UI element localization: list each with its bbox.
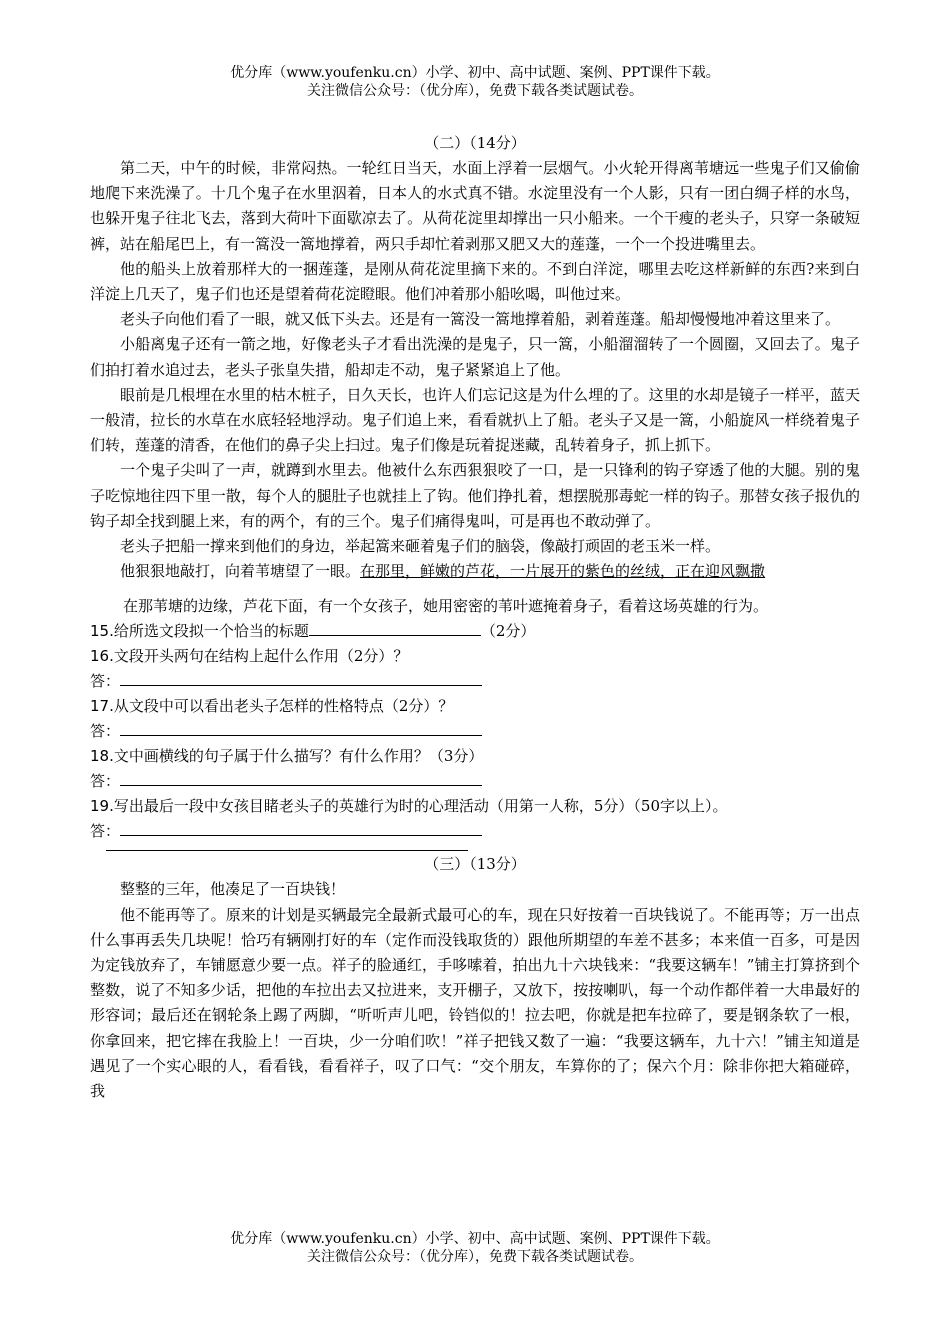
answer-line-extra[interactable] (106, 844, 468, 851)
section-2-paragraph: 老头子把船一撑来到他们的身边，举起篙来砸着鬼子们的脑袋，像敲打顽固的老玉米一样。 (120, 537, 721, 556)
page-footer (0, 1230, 950, 1266)
question-17 (90, 694, 860, 719)
answer-label: 答： (90, 772, 121, 791)
question-text: 从文段中可以看出老头子怎样的性格特点（2分）？ (113, 697, 454, 716)
question-text: 给所选文段拟一个恰当的标题 (113, 622, 309, 641)
header-line-2: 关注微信公众号：（优分库），免费下载各类试题试卷。 (307, 83, 643, 99)
question-text: 文中画横线的句子属于什么描写？有什么作用？（3分） (113, 747, 484, 766)
question-15 (90, 619, 860, 644)
section-3-title: （三）（13分） (424, 855, 526, 874)
section-2-paragraph: 第二天，中午的时候，非常闷热。一轮红日当天，水面上浮着一层烟气。小火轮开得离苇塘远一些鬼子们又偷偷地爬下来洗澡了。十几个鬼子在水里泅着，日本人的水式真不错。水淀里没有一个人影，只有一团白绸子样的水鸟，也躲开鬼子往北飞去，落到大荷叶下面歇凉去了。从荷花淀里却撑出一只小船来。一个干瘦的老头子，只穿一条破短裤，站在船尾巴上，有一篙没一篙地撑着，两只手却忙着剥那又肥又大的莲蓬，一个一个投进嘴里去。 (90, 159, 860, 253)
section-2-paragraph: 眼前是几根埋在水里的枯木桩子，日久天长，也许人们忘记这是为什么埋的了。这里的水却是镜子一样平，蓝天一般清，拉长的水草在水底轻轻地浮动。鬼子们追上来，看看就扒上了船。老头子又是一篙，小船旋风一样绕着鬼子们转，莲蓬的清香，在他们的鼻子尖上扫过。鬼子们像是玩着捉迷藏，乱转着身子，抓上抓下。 (90, 385, 860, 455)
section-2-paragraph: 老头子向他们看了一眼，就又低下头去。还是有一篙没一篙地撑着船，剥着莲蓬。船却慢慢地冲着这里来了。 (120, 310, 841, 329)
answer-17 (90, 719, 860, 744)
section-2-last-paragraph (90, 559, 860, 584)
answer-label: 答： (90, 722, 121, 741)
question-number: 16. (90, 647, 114, 666)
answer-line[interactable] (120, 671, 482, 686)
question-number: 17. (90, 697, 114, 716)
answer-18 (90, 769, 860, 794)
footer-line-1: 优分库（www.youfenku.cn）小学、初中、高中试题、案例、PPT课件下载。 (230, 1231, 720, 1247)
answer-label: 答： (90, 822, 121, 841)
last-paragraph-text: 他狠狠地敲打，向着苇塘望了一眼。 (120, 562, 361, 581)
question-score: （2分） (480, 622, 536, 641)
main-content (90, 130, 860, 1104)
question-number: 18. (90, 747, 114, 766)
question-text: 文段开头两句在结构上起什么作用（2分）？ (113, 647, 409, 666)
section-2-paragraph: 一个鬼子尖叫了一声，就蹲到水里去。他被什么东西狠狠咬了一口，是一只锋利的钩子穿透了他的大腿。别的鬼子吃惊地往四下里一散，每个人的腿肚子也就挂上了钩。他们挣扎着，想摆脱那毒蛇一样的钩子。那替女孩子报仇的钩子却全找到腿上来，有的两个，有的三个。鬼子们痛得鬼叫，可是再也不敢动弹了。 (90, 461, 860, 530)
question-18 (90, 744, 860, 769)
footer-line-2: 关注微信公众号：（优分库），免费下载各类试题试卷。 (307, 1249, 643, 1265)
answer-16 (90, 669, 860, 694)
section-3-paragraph: 整整的三年，他凑足了一百块钱！ (120, 880, 346, 899)
question-16 (90, 644, 860, 669)
section-3-paragraph: 他不能再等了。原来的计划是买辆最完全最新式最可心的车，现在只好按着一百块钱说了。不能再等；万一出点什么事再丢失几块呢！恰巧有辆刚打好的车（定作而没钱取货的）跟他所期望的车差不甚多；本来值一百多，可是因为定钱放弃了，车铺愿意少要一点。祥子的脸通红，手哆嗦着，拍出九十六块钱来：“我要这辆车！”铺主打算挤到个整数，说了不知多少话，把他的车拉出去又拉进来，支开棚子，又放下，按按喇叭，每一个动作都伴着一大串最好的形容词；最后还在钢轮条上踢了两脚，“听听声儿吧，铃铛似的！拉去吧，你就是把车拉碎了，要是钢条软了一根，你拿回来，把它摔在我脸上！一百块，少一分咱们吹！”祥子把钱又数了一遍：“我要这辆车，九十六！”铺主知道是遇见了一个实心眼的人，看看钱，看看祥子，叹了口气：“交个朋友，车算你的了；保六个月：除非你把大箱碰碎，我 (90, 905, 860, 1101)
answer-line[interactable] (120, 821, 482, 836)
answer-label: 答： (90, 672, 121, 691)
section-2-title: （二）（14分） (424, 134, 526, 152)
answer-19 (90, 819, 860, 844)
underlined-sentence: 在那里，鲜嫩的芦花，一片展开的紫色的丝绒，正在迎风飘撒 (360, 562, 766, 581)
question-number: 15. (90, 622, 114, 641)
section-2-note: 在那苇塘的边缘，芦花下面，有一个女孩子，她用密密的苇叶遮掩着身子，看着这场英雄的行为。 (123, 597, 769, 616)
question-19 (90, 794, 860, 819)
answer-line[interactable] (120, 721, 482, 736)
question-number: 19. (90, 797, 114, 816)
header-line-1: 优分库（www.youfenku.cn）小学、初中、高中试题、案例、PPT课件下载。 (230, 65, 720, 81)
answer-line[interactable] (120, 771, 482, 786)
title-blank[interactable] (309, 620, 481, 636)
page-header (0, 64, 950, 100)
question-text: 写出最后一段中女孩目睹老头子的英雄行为时的心理活动（用第一人称，5分）（50字以上）。 (113, 797, 728, 816)
section-2-paragraph: 小船离鬼子还有一箭之地，好像老头子才看出洗澡的是鬼子，只一篙，小船溜溜转了一个圆圈，又回去了。鬼子们拍打着水追过去，老头子张皇失措，船却走不动，鬼子紧紧追上了他。 (90, 335, 860, 379)
section-2-paragraph: 他的船头上放着那样大的一捆莲蓬，是刚从荷花淀里摘下来的。不到白洋淀，哪里去吃这样新鲜的东西?来到白洋淀上几天了，鬼子们也还是望着荷花淀瞪眼。他们冲着那小船吆喝，叫他过来。 (90, 259, 860, 304)
